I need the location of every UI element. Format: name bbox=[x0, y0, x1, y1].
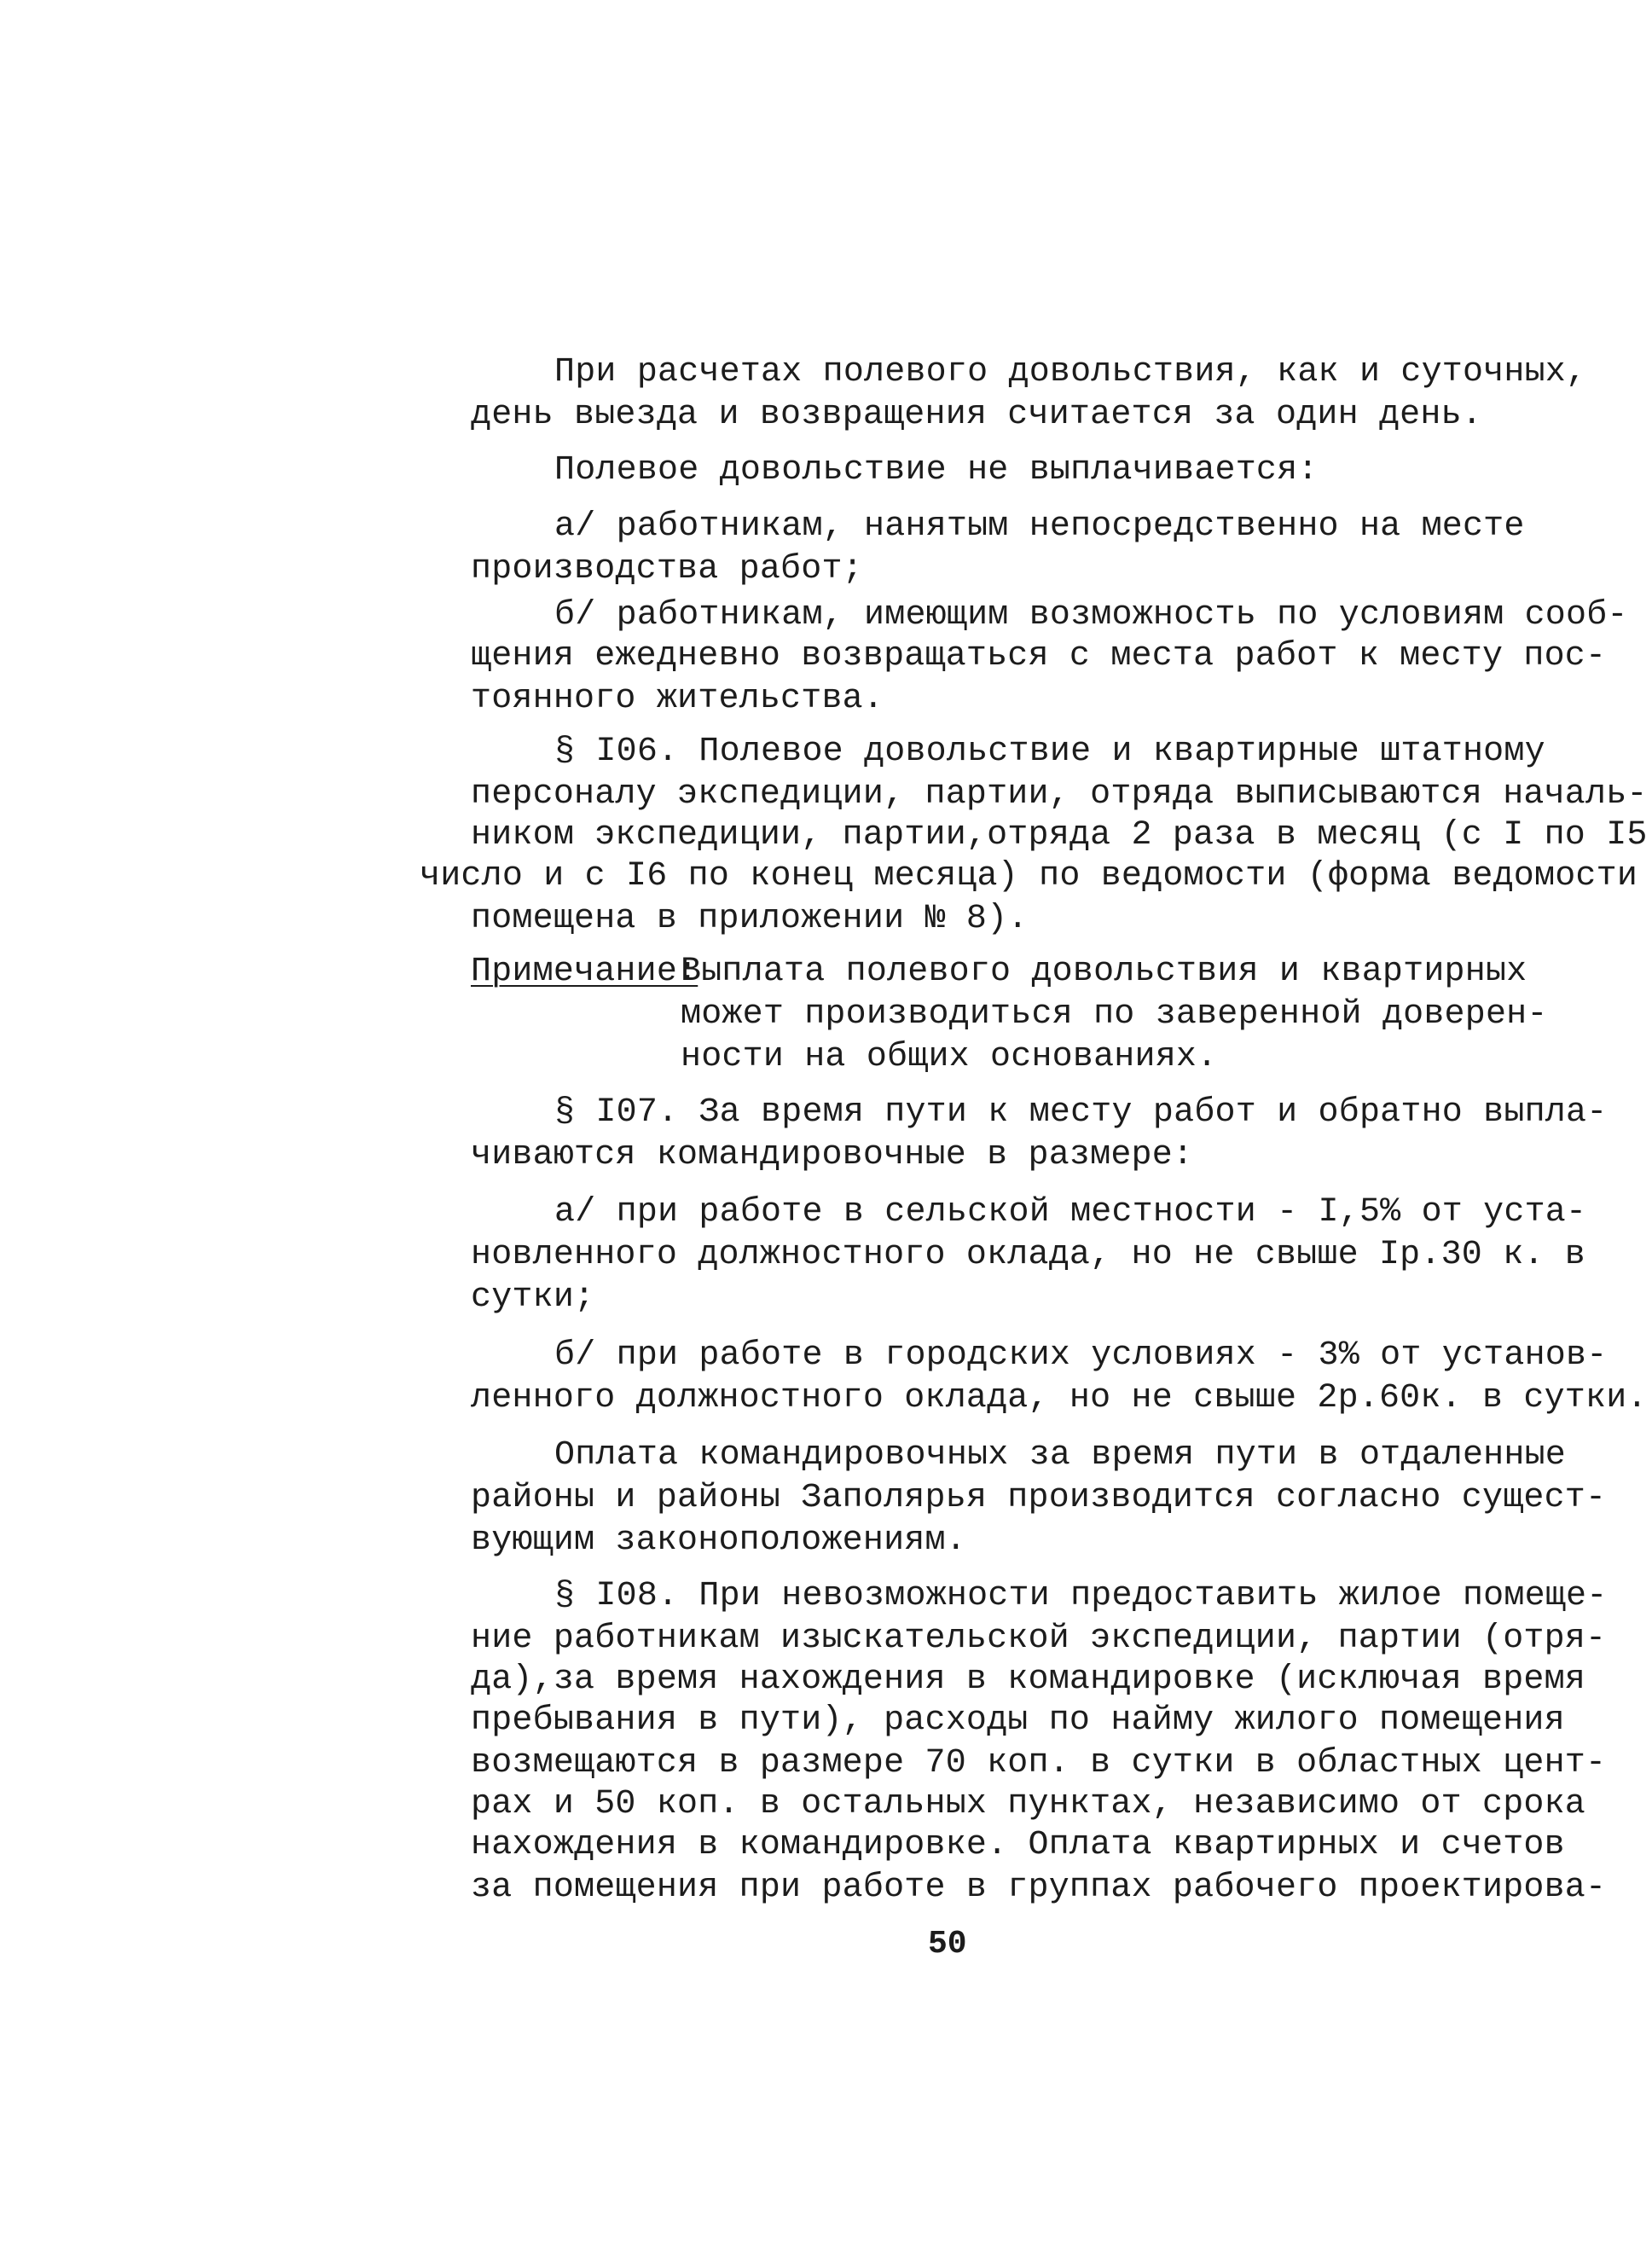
text-line: § I07. За время пути к месту работ и обратно выпла- bbox=[554, 1093, 1608, 1132]
text-line: может производиться по заверенной доверен- bbox=[681, 995, 1548, 1034]
page-number: 50 bbox=[928, 1926, 967, 1962]
text-line: чиваются командировочные в размере: bbox=[471, 1136, 1194, 1174]
text-line: сутки; bbox=[471, 1278, 595, 1317]
text-line: производства работ; bbox=[471, 550, 863, 588]
text-line: а/ работникам, нанятым непосредственно на месте bbox=[554, 507, 1525, 546]
text-line: тоянного жительства. bbox=[471, 680, 884, 718]
text-line: ленного должностного оклада, но не свыше 2р.60к. в сутки. bbox=[471, 1379, 1648, 1417]
text-line: возмещаются в размере 70 коп. в сутки в областных цент- bbox=[471, 1744, 1607, 1782]
text-line: вующим законоположениям. bbox=[471, 1522, 966, 1560]
text-line: пребывания в пути), расходы по найму жилого помещения bbox=[471, 1701, 1565, 1740]
text-line: § I08. При невозможности предоставить жилое помеще- bbox=[554, 1577, 1608, 1615]
text-line: Оплата командировочных за время пути в отдаленные bbox=[554, 1436, 1566, 1475]
text-line: рах и 50 коп. в остальных пунктах, независимо от срока bbox=[471, 1785, 1586, 1823]
text-line: районы и районы Заполярья производится согласно сущест- bbox=[471, 1479, 1607, 1517]
text-line: ние работникам изыскательской экспедиции, партии (отря- bbox=[471, 1620, 1607, 1658]
text-line: число и с I6 по конец месяца) по ведомости (форма ведомости bbox=[420, 857, 1638, 896]
text-line: ности на общих основаниях. bbox=[681, 1038, 1218, 1076]
text-line: щения ежедневно возвращаться с места работ к месту пос- bbox=[471, 637, 1607, 675]
text-line: день выезда и возвращения считается за один день. bbox=[471, 396, 1482, 434]
text-line: При расчетах полевого довольствия, как и суточных, bbox=[554, 353, 1587, 391]
text-line: § I06. Полевое довольствие и квартирные штатному bbox=[554, 733, 1545, 771]
text-line: б/ при работе в городских условиях - 3% от установ- bbox=[554, 1336, 1608, 1375]
text-line: за помещения при работе в группах рабочего проектирова- bbox=[471, 1869, 1607, 1907]
text-line: нахождения в командировке. Оплата квартирных и счетов bbox=[471, 1826, 1565, 1864]
text-line: а/ при работе в сельской местности - I,5% от уста- bbox=[554, 1193, 1587, 1232]
text-line: Выплата полевого довольствия и квартирных bbox=[681, 953, 1527, 991]
text-line: персоналу экспедиции, партии, отряда выписываются началь- bbox=[471, 775, 1648, 814]
text-line: новленного должностного оклада, но не свыше Iр.30 к. в bbox=[471, 1236, 1586, 1274]
text-line: да),за время нахождения в командировке (исключая время bbox=[471, 1661, 1586, 1699]
text-line: ником экспедиции, партии,отряда 2 раза в месяц (с I по I5 bbox=[471, 816, 1648, 855]
note-label: Примечание: bbox=[471, 953, 698, 991]
text-line: б/ работникам, имеющим возможность по условиям сооб- bbox=[554, 596, 1628, 635]
text-line: Полевое довольствие не выплачивается: bbox=[554, 451, 1319, 490]
text-line: помещена в приложении № 8). bbox=[471, 900, 1029, 938]
